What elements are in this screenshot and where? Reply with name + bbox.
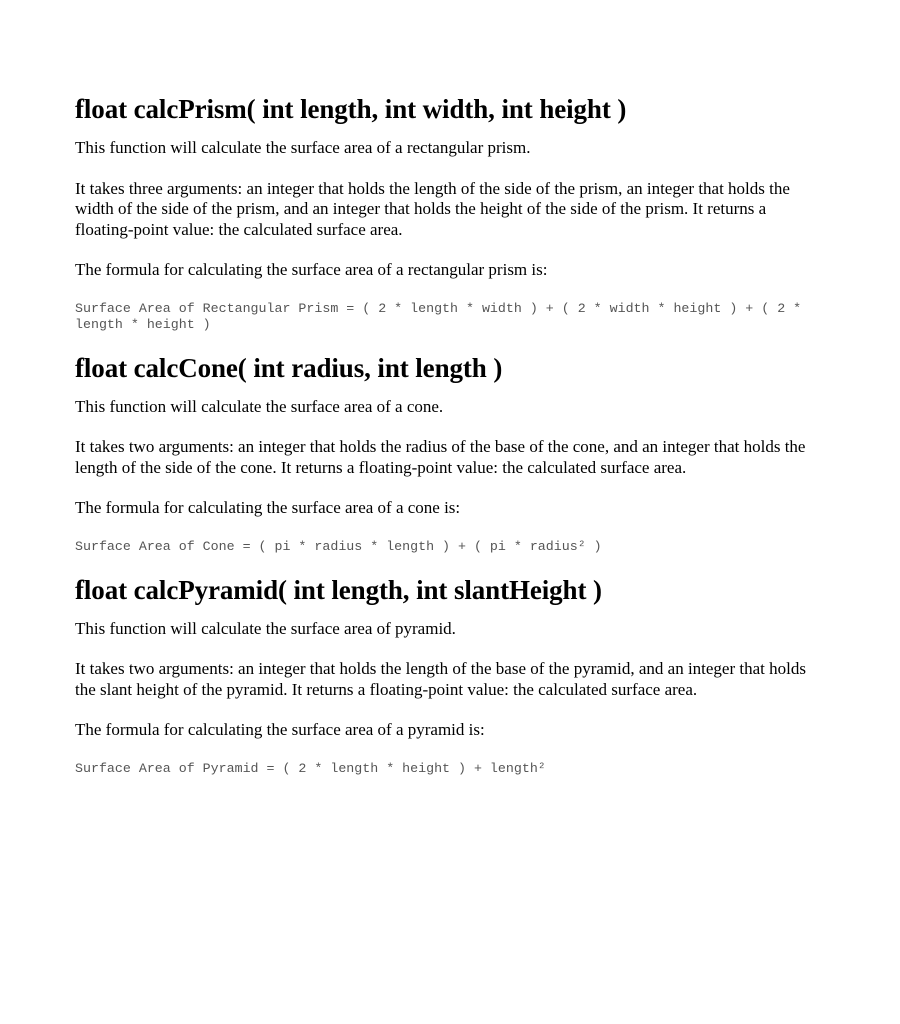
function-summary: This function will calculate the surface area of pyramid. <box>75 618 456 638</box>
function-summary: This function will calculate the surface area of a cone. <box>75 396 444 416</box>
function-summary: This function will calculate the surface area of a rectangular prism. <box>75 138 531 157</box>
section-calc-prism <box>75 91 825 333</box>
formula-intro: The formula for calculating the surface area of a pyramid is: <box>75 720 485 739</box>
section-calc-pyramid <box>75 572 825 777</box>
function-arguments: It takes three arguments: an integer that holds the length of the side of the prism, an integer that holds the width of the side of the prism, and an integer that holds the height of the side of the prism. It returns a floating-point value: the calculated surface area. <box>75 178 790 239</box>
function-signature: float calcCone( int radius, int length ) <box>75 352 503 383</box>
function-arguments: It takes two arguments: an integer that holds the length of the base of the pyramid, and an integer that holds the slant height of the pyramid. It returns a floating-point value: the calculated surface area. <box>75 659 806 699</box>
function-arguments: It takes two arguments: an integer that holds the radius of the base of the cone, and an integer that holds the length of the side of the cone. It returns a floating-point value: the calculated surface area. <box>75 437 806 477</box>
function-signature: float calcPrism( int length, int width, int height ) <box>75 94 627 124</box>
formula-code: Surface Area of Pyramid = ( 2 * length * height ) + length² <box>75 760 546 776</box>
function-signature: float calcPyramid( int length, int slantHeight ) <box>75 574 602 605</box>
document-page <box>75 91 825 794</box>
formula-code: Surface Area of Cone = ( pi * radius * length ) + ( pi * radius² ) <box>75 538 602 554</box>
formula-code: Surface Area of Rectangular Prism = ( 2 * length * width ) + ( 2 * width * height ) + ( 2 * length * height ) <box>75 300 810 332</box>
formula-intro: The formula for calculating the surface area of a cone is: <box>75 498 461 517</box>
formula-intro: The formula for calculating the surface area of a rectangular prism is: <box>75 260 548 279</box>
section-calc-cone <box>75 350 825 555</box>
